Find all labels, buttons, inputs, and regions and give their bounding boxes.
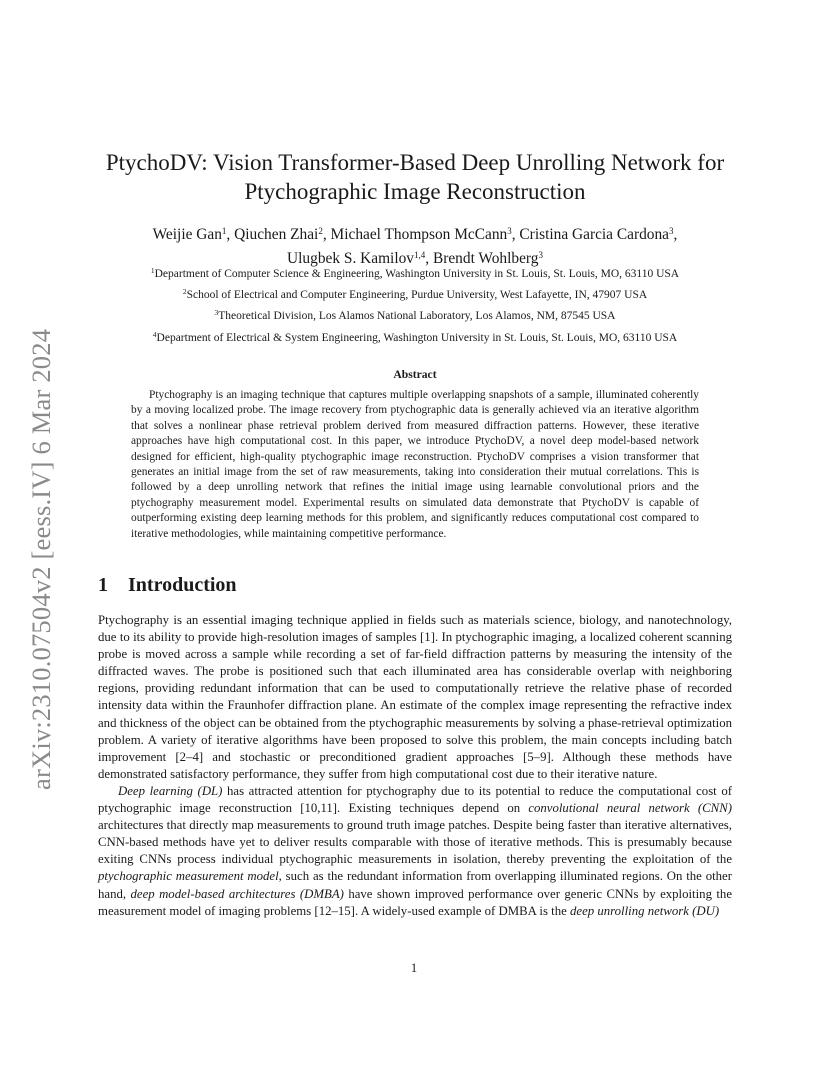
section-number: 1 — [98, 574, 108, 596]
affiliation: $^4$Department of Electrical & System Engineering, Washington University in St. Louis, St. Louis, MO, 63110 USA — [152, 329, 678, 344]
paragraph-2 — [98, 783, 732, 920]
author: Michael Thompson McCann$^3$, — [330, 226, 520, 243]
title-line-1: PtychoDV: Vision Transformer-Based Deep Unrolling Network for — [105, 150, 725, 175]
affiliation: $^3$Theoretical Division, Los Alamos National Laboratory, Los Alamos, NM, 87545 USA — [214, 308, 616, 323]
section-heading — [98, 574, 237, 597]
page-number: 1 — [410, 961, 418, 975]
author: Ulugbek S. Kamilov$^{1,4}$, — [287, 250, 433, 267]
italic-term: convolutional neural network (CNN) — [528, 801, 732, 816]
paragraph-1: Ptychography is an essential imaging technique applied in fields such as materials science, biology, and nanotechnology, due to its ability to provide high-resolution images of samples [1]. In ptychographic imaging, a localized coherent scanning probe is moved across a sample while recording a set of far-field diffraction patterns by measuring the intensity of the diffracted waves. The probe is positioned such that each illuminated area has considerable overlap with neighboring regions, providing redundant information that can be used to computationally retrieve the relative phase of recorded intensity data within the Fraunhofer diffraction plane. An estimate of the complex image representing the refractive index and thickness of the object can be obtained from the ptychographic measurements by solving a phase-retrieval optimization problem. A variety of iterative algorithms have been proposed to solve this problem, the main concepts including batch improvement [2–4] and stochastic or preconditioned gradient approaches [5–9]. Although these methods have demonstrated satisfactory performance, they suffer from high computational cost due to their iterative nature. — [98, 613, 732, 781]
italic-term: Deep learning (DL) — [118, 783, 223, 798]
affiliation: $^1$Department of Computer Science & Engineering, Washington University in St. Louis, St. Louis, MO, 63110 USA — [150, 266, 680, 280]
author: Weijie Gan$^1$, — [152, 226, 235, 243]
italic-term: deep model-based architectures (DMBA) — [130, 886, 344, 901]
paper-title — [60, 148, 770, 206]
italic-term: deep unrolling network (DU) — [569, 903, 720, 918]
section-title: Introduction — [128, 574, 237, 596]
text-run: , such as the redundant information from overlapping illuminated regions. On the other hand, — [98, 869, 732, 901]
title-line-2: Ptychographic Image Reconstruction — [244, 179, 586, 204]
author: Cristina Garcia Cardona$^3$, — [519, 226, 678, 243]
abstract-heading: Abstract — [393, 368, 437, 381]
author: Brendt Wohlberg$^3$ — [432, 250, 543, 267]
text-run: has attracted attention for ptychography due to its potential to reduce the computational cost of ptychographic image reconstruction [10,11]. Existing techniques depend on — [98, 783, 732, 816]
affiliation-list — [60, 262, 770, 347]
text-run: have shown improved performance over generic CNNs by exploiting the measurement model of imaging problems [12–15]. A widely-used example of DMBA is the — [98, 886, 733, 918]
abstract-text: Ptychography is an imaging technique that captures multiple overlapping snapshots of a sample, illuminated coherently by a moving localized probe. The image recovery from ptychographic data is generally achieved via an iterative algorithm that solves a nonlinear phase retrieval problem derived from measured diffraction patterns. However, these iterative approaches have high computational cost. In this paper, we introduce PtychoDV, a novel deep model-based network designed for efficient, high-quality ptychographic image reconstruction. PtychoDV comprises a vision transformer that generates an initial image from the set of raw measurements, taking into consideration their mutual correlations. This is followed by a deep unrolling network that refines the initial image using learnable convolutional priors and the ptychography measurement model. Experimental results on simulated data demonstrate that PtychoDV is capable of outperforming existing deep learning methods for this problem, and significantly reduces computational cost compared to iterative methodologies, while maintaining competitive performance. — [131, 389, 699, 540]
arxiv-identifier-text: arXiv:2310.07504v2 [eess.IV] 6 Mar 2024 — [26, 328, 56, 790]
affiliation: $^2$School of Electrical and Computer Engineering, Purdue University, West Lafayette, IN, 47907 USA — [182, 287, 648, 302]
text-run: architectures that directly map measurements to ground truth image patches. Despite being faster than iterative alternatives, CNN-based methods have yet to deliver results comparable with those of iterative methods. This is presumably because exiting CNNs process individual ptychographic measurements in isolation, thereby preventing the exploitation of the — [98, 818, 732, 867]
italic-term: ptychographic measurement model — [98, 869, 279, 884]
author: Qiuchen Zhai$^2$, — [234, 226, 331, 243]
body-text — [98, 612, 732, 920]
